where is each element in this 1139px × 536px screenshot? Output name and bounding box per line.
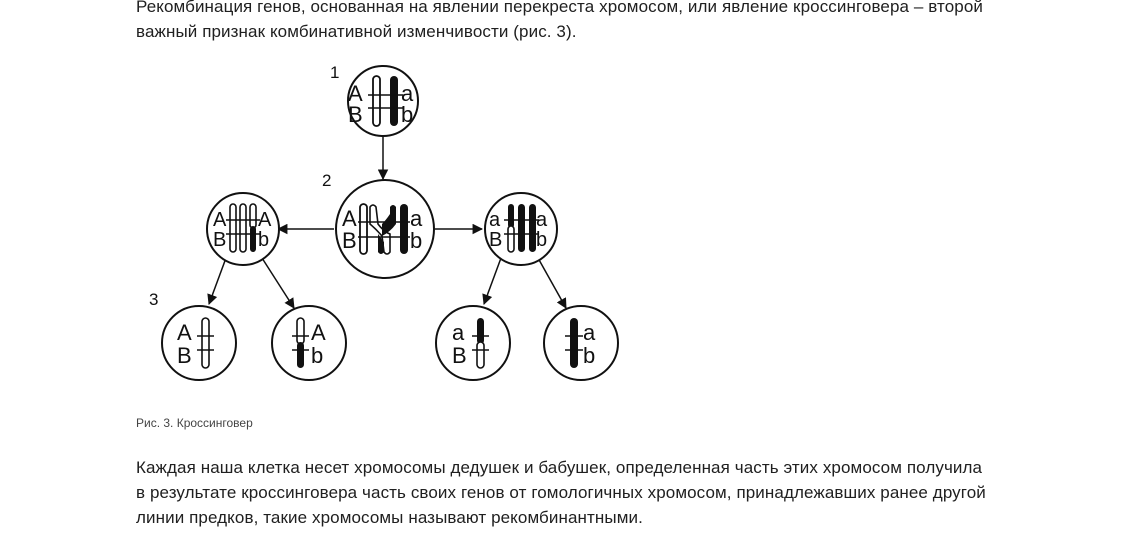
arrow-right-gamete-2 xyxy=(538,258,566,308)
svg-text:B: B xyxy=(489,229,503,251)
svg-text:b: b xyxy=(410,228,423,253)
svg-text:A: A xyxy=(311,320,326,345)
svg-text:B: B xyxy=(342,228,357,253)
stage-label-1: 1 xyxy=(330,64,340,82)
arrow-left-gamete-2 xyxy=(262,258,294,308)
svg-text:b: b xyxy=(401,102,414,127)
svg-text:B: B xyxy=(452,343,467,368)
body-paragraph: Каждая наша клетка несет хромосомы дедушек и бабушек, определенная часть этих хромосом получила в результате кроссинговера часть своих генов от гомологичных хромосом, принадлежавших ранее другой линии предков, такие хромосомы называют рекомбинантными. xyxy=(136,458,986,527)
intro-paragraph: Рекомбинация генов, основанная на явлении перекреста хромосом, или явление кроссинговера – второй важный признак комбинативной изменчивости (рис. 3). xyxy=(136,0,983,41)
svg-text:B: B xyxy=(177,343,192,368)
svg-text:a: a xyxy=(401,81,414,106)
stage-label-3: 3 xyxy=(149,290,159,309)
svg-text:A: A xyxy=(348,81,363,106)
parent-cell xyxy=(348,66,418,136)
svg-text:a: a xyxy=(583,320,596,345)
svg-text:a: a xyxy=(452,320,465,345)
gamete-aB-cell xyxy=(436,306,510,380)
svg-text:b: b xyxy=(583,343,596,368)
svg-text:a: a xyxy=(410,206,423,231)
left-product-cell xyxy=(207,193,279,265)
crossing-over-figure xyxy=(136,64,630,389)
svg-text:a: a xyxy=(536,209,548,231)
stage-label-2: 2 xyxy=(322,171,332,190)
svg-text:b: b xyxy=(536,229,548,251)
svg-text:A: A xyxy=(342,206,357,231)
svg-text:A: A xyxy=(177,320,192,345)
crossing-over-cell xyxy=(336,180,434,278)
arrow-left-gamete-1 xyxy=(209,258,226,304)
svg-text:b: b xyxy=(258,229,270,251)
figure-caption: Рис. 3. Кроссинговер xyxy=(136,416,253,430)
right-product-cell xyxy=(485,193,557,265)
svg-text:a: a xyxy=(489,209,501,231)
svg-text:A: A xyxy=(213,209,227,231)
gamete-AB-cell xyxy=(162,306,236,380)
svg-text:A: A xyxy=(258,209,272,231)
svg-text:b: b xyxy=(311,343,324,368)
svg-text:B: B xyxy=(348,102,363,127)
arrow-right-gamete-1 xyxy=(484,258,501,304)
svg-text:B: B xyxy=(213,229,227,251)
gamete-Ab-cell xyxy=(272,306,346,380)
gamete-ab-cell xyxy=(544,306,618,380)
